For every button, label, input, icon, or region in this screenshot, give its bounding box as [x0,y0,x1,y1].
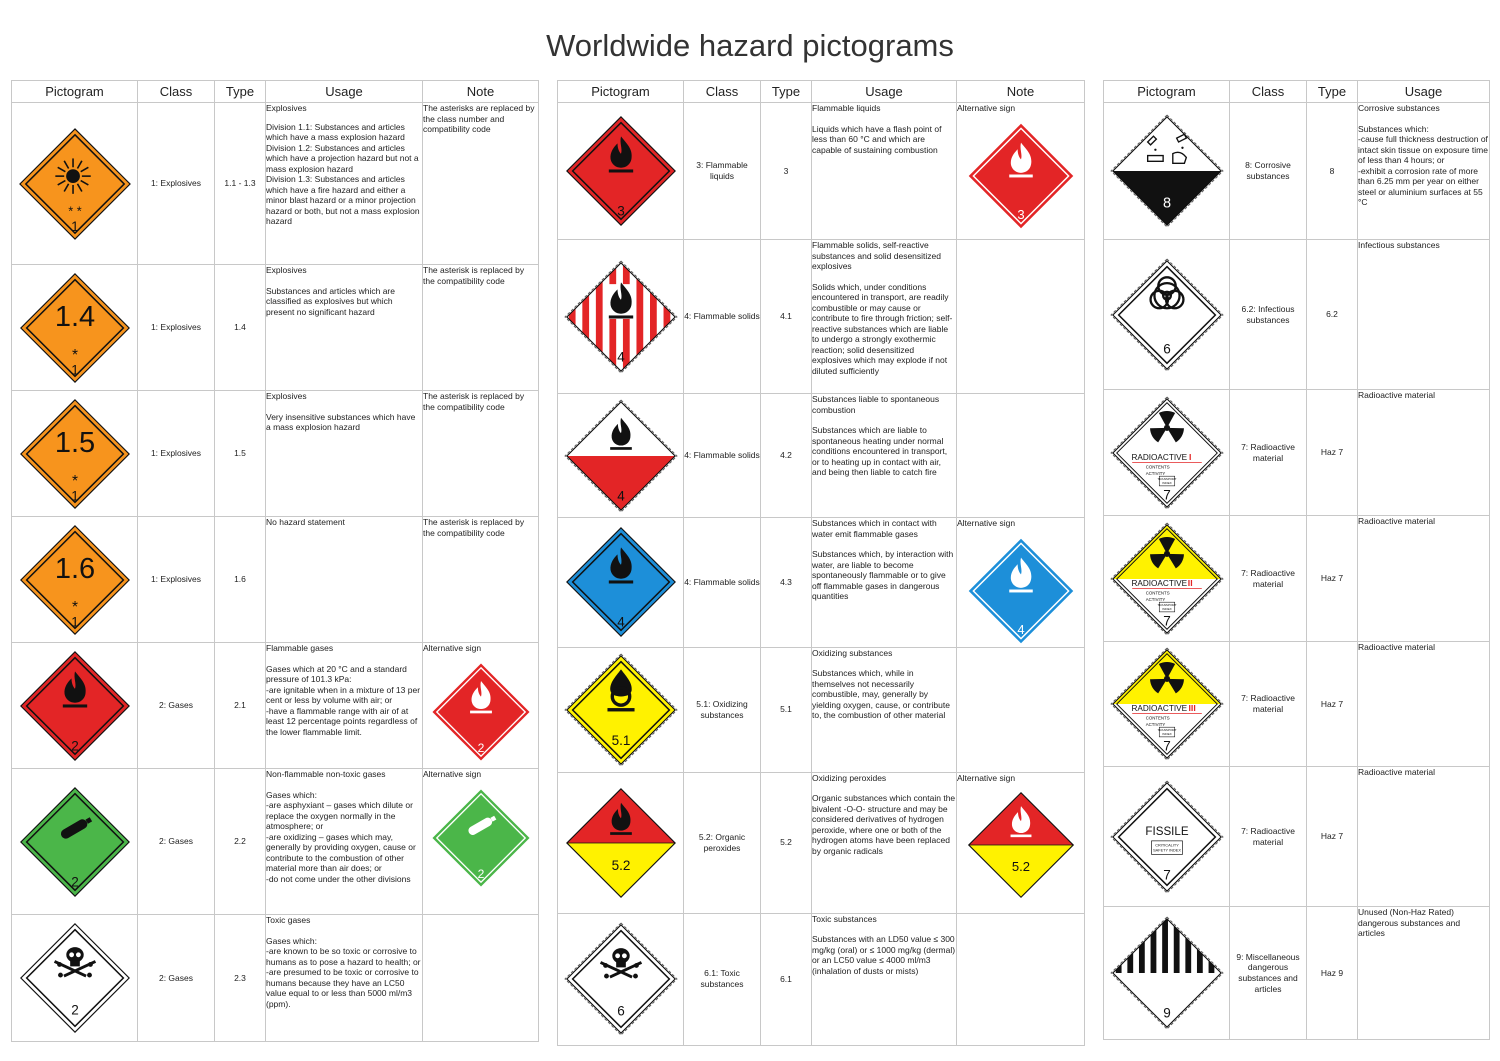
usage-body: Substances and articles which are classified as explosives but which present no significant hazard [266,285,395,317]
toxic-gas-pictogram [17,920,133,1036]
column-header-note: Note [957,81,1085,103]
svg-text:*: * [71,346,78,364]
svg-text:1: 1 [70,218,79,234]
usage-body: Gases which: -are known to be so toxic or corrosive to humans as to pose a hazard to health; or -are presumed to be toxic or corrosive to humans because they have an LC50 value equal to or less than 5000 ml/m3 (ppm). [266,935,421,1009]
table-row [12,517,539,643]
svg-text:3: 3 [1016,206,1025,222]
table-row [558,103,1085,240]
svg-text:1.4: 1.4 [54,300,95,333]
organic-peroxide-pictogram [563,785,679,901]
pictogram-cell [1104,390,1230,516]
column-header-class: Class [684,81,761,103]
toxic-substance-pictogram [563,921,679,1037]
note-text: The asterisks are replaced by the class number and compatibility code [423,103,535,135]
table-row [12,643,539,769]
usage-title: Flammable solids, self-reactive substances and solid desensitized explosives [812,240,941,272]
type-cell: 1.1 - 1.3 [215,103,266,265]
pictogram-cell [12,103,138,265]
hazard-table-corrosive-radioactive [1103,80,1490,1040]
explosive-1-5-pictogram [17,396,133,512]
type-cell: Haz 7 [1307,516,1358,642]
pictogram-cell [12,915,138,1042]
table-row [1104,907,1490,1040]
note-text: The asterisk is replaced by the compatibility code [423,265,525,286]
svg-text:1.5: 1.5 [54,426,95,459]
svg-text:7: 7 [1162,486,1171,502]
column-header-class: Class [138,81,215,103]
usage-title: Infectious substances [1358,240,1440,250]
note-cell [423,265,539,391]
svg-text:2: 2 [477,740,484,755]
usage-title: Explosives [266,391,307,401]
flammable-solid-pictogram [563,259,679,375]
non-flammable-gas-pictogram [17,784,133,900]
alternative-flammable-liquid-pictogram [965,120,1077,232]
table-row [1104,103,1490,240]
note-text: Alternative sign [957,103,1016,113]
column-header-usage: Usage [1358,81,1490,103]
type-cell: 4.1 [761,240,812,394]
usage-cell [266,265,423,391]
svg-text:FISSILE: FISSILE [1144,824,1189,838]
class-cell: 3: Flammable liquids [684,103,761,240]
svg-text:RADIOACTIVE: RADIOACTIVE [1130,578,1187,588]
usage-title: Explosives [266,103,307,113]
svg-text:*: * [71,598,78,616]
usage-title: Substances which in contact with water emit flammable gases [812,518,937,539]
table-row [558,394,1085,518]
table-row [12,265,539,391]
class-cell: 1: Explosives [138,103,215,265]
svg-text:ACTIVITY: ACTIVITY [1145,470,1165,476]
pictogram-cell [558,394,684,518]
usage-title: Corrosive substances [1358,103,1440,113]
type-cell: 5.2 [761,772,812,913]
pictogram-cell [558,518,684,648]
column-header-pictogram: Pictogram [12,81,138,103]
class-cell: 8: Corrosive substances [1230,103,1307,240]
type-cell: 2.1 [215,643,266,769]
usage-title: Substances liable to spontaneous combustion [812,394,940,415]
svg-text:I: I [1188,451,1191,462]
usage-title: Radioactive material [1358,390,1436,400]
svg-text:SAFETY INDEX: SAFETY INDEX [1152,848,1181,852]
flammable-gas-pictogram [17,648,133,764]
pictogram-cell [12,769,138,915]
usage-cell [1358,516,1490,642]
page-title: Worldwide hazard pictograms [546,28,954,63]
type-cell: 4.2 [761,394,812,518]
table-row [12,769,539,915]
note-cell [957,240,1085,394]
svg-text:CRITICALITY: CRITICALITY [1154,843,1179,848]
explosive-1-1-pictogram [16,125,134,243]
table-row [558,647,1085,772]
svg-text:5.1: 5.1 [611,732,630,748]
usage-cell [812,103,957,240]
class-cell: 1: Explosives [138,391,215,517]
note-cell [957,394,1085,518]
svg-text:4: 4 [616,614,625,630]
svg-text:9: 9 [1162,1005,1171,1021]
column-header-usage: Usage [266,81,423,103]
svg-text:4: 4 [1016,621,1025,637]
table-row [1104,240,1490,390]
spontaneous-combustion-pictogram [563,398,679,514]
type-cell: 6.2 [1307,240,1358,390]
pictogram-cell [1104,240,1230,390]
table-row [12,391,539,517]
svg-text:4: 4 [616,348,625,364]
class-cell: 7: Radioactive material [1230,516,1307,642]
svg-text:2: 2 [70,873,79,889]
usage-cell [1358,907,1490,1040]
pictogram-cell [1104,516,1230,642]
pictogram-cell [558,647,684,772]
radioactive-iii-pictogram [1109,646,1225,762]
svg-text:7: 7 [1162,612,1171,628]
alternative-sign [423,786,538,890]
note-cell [957,647,1085,772]
table-row [1104,516,1490,642]
svg-text:1: 1 [70,487,79,503]
flammable-liquid-pictogram [563,113,679,229]
svg-text:II: II [1187,577,1193,588]
svg-text:1: 1 [70,613,79,629]
svg-text:ACTIVITY: ACTIVITY [1145,596,1165,602]
svg-text:TRANSPORT: TRANSPORT [1157,728,1176,733]
svg-text:INDEX: INDEX [1161,606,1172,611]
usage-body: Very insensitive substances which have a mass explosion hazard [266,411,416,433]
note-text: Alternative sign [957,518,1016,528]
table-row [12,915,539,1042]
dangerous-when-wet-pictogram [563,524,679,640]
usage-cell [812,647,957,772]
alternative-sign [957,120,1084,232]
usage-title: Explosives [266,265,307,275]
usage-cell [266,103,423,265]
type-cell: 2.3 [215,915,266,1042]
type-cell: Haz 7 [1307,767,1358,907]
svg-text:5.2: 5.2 [611,857,630,873]
usage-title: No hazard statement [266,517,345,527]
type-cell: 1.6 [215,517,266,643]
class-cell: 5.1: Oxidizing substances [684,647,761,772]
usage-cell [1358,642,1490,767]
oxidizer-pictogram [563,652,679,768]
pictogram-cell [12,265,138,391]
usage-cell [266,643,423,769]
svg-text:2: 2 [477,866,484,881]
type-cell: Haz 7 [1307,390,1358,516]
pictogram-cell [1104,767,1230,907]
usage-title: Oxidizing peroxides [812,772,887,783]
usage-title: Toxic gases [266,915,311,925]
table-row [558,518,1085,648]
usage-cell [266,915,423,1042]
table-row [558,240,1085,394]
usage-title: Flammable liquids [812,103,881,113]
usage-cell [812,518,957,648]
column-header-note: Note [423,81,539,103]
usage-cell [812,394,957,518]
type-cell: Haz 9 [1307,907,1358,1040]
usage-cell [1358,767,1490,907]
svg-text:7: 7 [1162,867,1171,883]
alternative-dangerous-when-wet-pictogram [965,535,1077,647]
class-cell: 7: Radioactive material [1230,642,1307,767]
svg-text:ACTIVITY: ACTIVITY [1145,722,1165,728]
svg-text:6: 6 [1162,341,1171,357]
usage-title: Flammable gases [266,643,334,653]
svg-text:2: 2 [70,737,79,753]
corrosive-pictogram [1109,113,1225,229]
usage-body: Substances which: -cause full thickness destruction of intact skin tissue on exposure time of less than 4 hours; or -exhibit a corrosion rate of more than 6.25 mm per year on either steel or aluminium surfaces at 55 °C [1358,123,1488,208]
table-row [1104,767,1490,907]
class-cell: 4: Flammable solids [684,240,761,394]
svg-text:TRANSPORT: TRANSPORT [1157,602,1176,607]
class-cell: 2: Gases [138,643,215,769]
table-row [1104,390,1490,516]
usage-title: Toxic substances [812,913,877,924]
class-cell: 1: Explosives [138,517,215,643]
alternative-sign [957,535,1084,647]
usage-cell [266,769,423,915]
note-text: The asterisk is replaced by the compatibility code [423,517,525,538]
type-cell: 1.4 [215,265,266,391]
svg-text:*: * [71,472,78,490]
alternative-sign [423,660,538,764]
usage-body: Gases which at 20 °C and a standard pressure of 101.3 kPa: -are ignitable when in a mixture of 13 per cent or less by volume with air; or -have a flammable range with air of at least 12 percentage points regardless of the lower flammable limit. [266,663,421,737]
usage-cell [812,772,957,913]
class-cell: 7: Radioactive material [1230,767,1307,907]
class-cell: 6.2: Infectious substances [1230,240,1307,390]
note-text: The asterisk is replaced by the compatibility code [423,391,525,412]
class-cell: 9: Miscellaneous dangerous substances and articles [1230,907,1307,1040]
usage-title: Radioactive material [1358,516,1436,526]
radioactive-i-pictogram [1109,395,1225,511]
svg-text:1.6: 1.6 [54,552,95,585]
table-row [558,913,1085,1045]
pictogram-cell [1104,642,1230,767]
column-header-pictogram: Pictogram [558,81,684,103]
svg-text:RADIOACTIVE: RADIOACTIVE [1130,452,1187,462]
svg-text:CONTENTS: CONTENTS [1145,589,1170,595]
note-cell [423,643,539,769]
usage-title: Radioactive material [1358,642,1436,652]
note-cell [957,518,1085,648]
svg-text:3: 3 [616,203,625,219]
usage-body: Substances which, by interaction with water, are liable to become spontaneously flammable or to give off flammable gases in dangerous quantities [812,549,954,602]
type-cell: Haz 7 [1307,642,1358,767]
pictogram-cell [558,103,684,240]
type-cell: 4.3 [761,518,812,648]
note-text: Alternative sign [957,772,1016,783]
type-cell: 8 [1307,103,1358,240]
usage-cell [266,391,423,517]
table-row [12,103,539,265]
pictogram-cell [1104,103,1230,240]
svg-text:5.2: 5.2 [1011,859,1030,875]
note-cell [957,772,1085,913]
svg-text:1: 1 [70,361,79,377]
table-row [1104,642,1490,767]
explosive-1-4-pictogram [17,270,133,386]
fissile-pictogram [1109,779,1225,895]
pictogram-cell [12,643,138,769]
class-cell: 5.2: Organic peroxides [684,772,761,913]
alternative-organic-peroxide-pictogram [965,789,1077,901]
class-cell: 1: Explosives [138,265,215,391]
usage-body: Substances with an LD50 value ≤ 300 mg/kg (oral) or ≤ 1000 mg/kg (dermal) or an LC50 value ≤ 4000 ml/m3 (inhalation of dusts or mists) [812,934,956,976]
miscellaneous-pictogram [1109,915,1225,1031]
column-header-type: Type [1307,81,1358,103]
pictogram-cell [558,913,684,1045]
alternative-non-flammable-gas-pictogram [429,786,533,890]
note-cell [957,103,1085,240]
radioactive-ii-pictogram [1109,521,1225,637]
note-cell [957,913,1085,1045]
usage-cell [1358,103,1490,240]
usage-cell [812,240,957,394]
usage-body: Substances which are liable to spontaneous heating under normal conditions encountered in transport, or to heating up in contact with air, and being then liable to catch fire [812,425,948,478]
pictogram-cell [1104,907,1230,1040]
pictogram-cell [12,391,138,517]
class-cell: 7: Radioactive material [1230,390,1307,516]
pictogram-cell [558,772,684,913]
infectious-substance-pictogram [1109,257,1225,373]
note-cell [423,915,539,1042]
note-text: Alternative sign [423,643,482,653]
svg-text:III: III [1188,702,1196,713]
usage-cell [1358,240,1490,390]
alternative-flammable-gas-pictogram [429,660,533,764]
pictogram-cell [558,240,684,394]
usage-title: Oxidizing substances [812,647,893,658]
note-cell [423,517,539,643]
usage-body: Substances which, while in themselves not necessarily combustible, may, generally by yielding oxygen, cause, or contribute to, the combustion of other material [812,668,950,721]
type-cell: 5.1 [761,647,812,772]
svg-text:4: 4 [616,487,625,503]
class-cell: 2: Gases [138,915,215,1042]
class-cell: 6.1: Toxic substances [684,913,761,1045]
alternative-sign [957,789,1084,901]
explosive-1-6-pictogram [17,522,133,638]
usage-cell [266,517,423,643]
type-cell: 2.2 [215,769,266,915]
svg-text:* *: * * [67,202,82,218]
usage-body: Liquids which have a flash point of less than 60 °C and which are capable of sustaining combustion [812,123,942,155]
column-header-usage: Usage [812,81,957,103]
usage-title: Unused (Non-Haz Rated) dangerous substances and articles [1358,907,1461,939]
usage-cell [812,913,957,1045]
usage-body: Division 1.1: Substances and articles which have a mass explosion hazard Division 1.2: Substances and articles which have a projection hazard but not a mass explosion hazard Division 1.3: Substances and articles which have a fire hazard and either a minor blast hazard or a minor projection hazard or both, but not a mass explosion hazard [266,121,420,227]
svg-text:6: 6 [616,1003,625,1019]
class-cell: 4: Flammable solids [684,518,761,648]
svg-text:8: 8 [1162,195,1171,212]
table-row [558,772,1085,913]
svg-text:TRANSPORT: TRANSPORT [1157,476,1176,481]
note-text: Alternative sign [423,769,482,779]
class-cell: 4: Flammable solids [684,394,761,518]
usage-body: Gases which: -are asphyxiant – gases which dilute or replace the oxygen normally in the atmosphere; or -are oxidizing – gases which may, generally by providing oxygen, cause or contribute to the combustion of other material more than air does; or -do not come under the other divisions [266,789,416,884]
class-cell: 2: Gases [138,769,215,915]
column-header-class: Class [1230,81,1307,103]
svg-text:CONTENTS: CONTENTS [1145,715,1170,721]
hazard-table-explosives-gases [11,80,539,1042]
type-cell: 3 [761,103,812,240]
svg-text:RADIOACTIVE: RADIOACTIVE [1130,703,1187,713]
svg-text:INDEX: INDEX [1161,731,1172,736]
svg-text:2: 2 [70,1002,79,1018]
column-header-type: Type [215,81,266,103]
usage-body: Organic substances which contain the bivalent -O-O- structure and may be considered derivatives of hydrogen peroxide, where one or both of the hydrogen atoms have been replaced by organic radicals [812,793,956,856]
hazard-table-liquids-solids-toxic [557,80,1085,1046]
usage-cell [1358,390,1490,516]
column-header-pictogram: Pictogram [1104,81,1230,103]
note-cell [423,391,539,517]
pictogram-cell [12,517,138,643]
svg-text:INDEX: INDEX [1161,480,1172,485]
usage-body: Solids which, under conditions encountered in transport, are readily combustible or may cause or contribute to fire through friction; self-reactive substances which are liable to undergo a strongly exothermic reaction; solid desensitized explosives which may explode if not diluted sufficiently [812,281,953,376]
svg-text:CONTENTS: CONTENTS [1145,463,1170,469]
usage-title: Radioactive material [1358,767,1436,777]
note-cell [423,103,539,265]
type-cell: 6.1 [761,913,812,1045]
type-cell: 1.5 [215,391,266,517]
svg-text:7: 7 [1162,738,1171,754]
note-cell [423,769,539,915]
usage-title: Non-flammable non-toxic gases [266,769,386,779]
column-header-type: Type [761,81,812,103]
